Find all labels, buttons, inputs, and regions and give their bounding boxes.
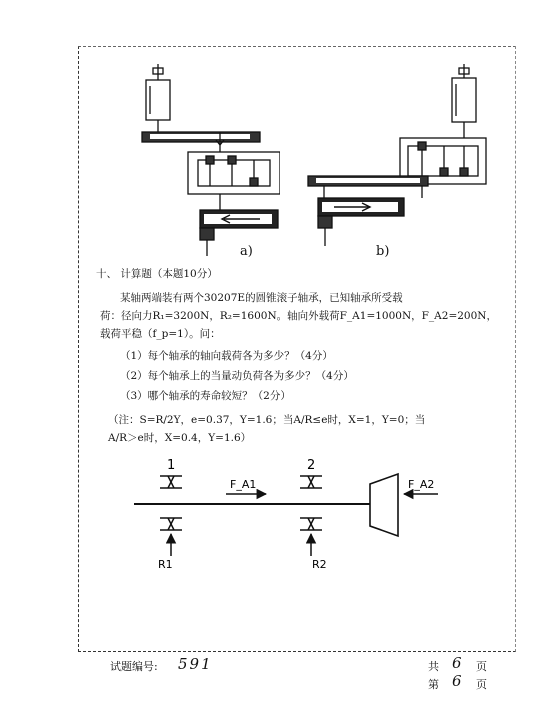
note-line-2: A/R＞e时，X=0.4，Y=1.6）	[108, 432, 252, 444]
bearing-1-lower-symbol	[160, 518, 182, 530]
question-2: （2）每个轴承上的当量动负荷各为多少？（4分）	[120, 370, 354, 382]
force-fa2-label: F_A2	[408, 478, 435, 491]
current-page-value: 6	[452, 672, 464, 690]
force-r2-label: R2	[312, 558, 327, 571]
question-3: （3）哪个轴承的寿命较短？（2分）	[120, 390, 291, 402]
bearing-1-upper-symbol	[160, 476, 182, 488]
figure-b-label: b)	[376, 244, 390, 259]
force-fa1-label: F_A1	[230, 478, 257, 491]
sheet-number-value: 591	[178, 655, 213, 673]
intro-line-3: 载荷平稳（f_p=1）。问：	[100, 328, 221, 340]
page-unit-1: 页	[476, 660, 487, 673]
bearing-2-label: 2	[307, 458, 316, 473]
current-page-label: 第	[428, 678, 439, 691]
bearing-2-upper-symbol	[300, 476, 322, 488]
intro-line-2: 荷：径向力R₁=3200N，R₂=1600N。轴向外载荷F_A1=1000N，F_A2=200N，	[100, 310, 497, 322]
bevel-gear-shape	[370, 474, 398, 536]
sheet-number-label: 试题编号:	[110, 660, 158, 673]
transmission-figure-b	[300, 60, 490, 260]
question-1: （1）每个轴承的轴向载荷各为多少？（4分）	[120, 350, 333, 362]
transmission-figure-a	[120, 60, 280, 260]
total-pages-label: 共	[428, 660, 439, 673]
bearing-2-lower-symbol	[300, 518, 322, 530]
section-heading: 十、 计算题（本题10分）	[96, 268, 218, 280]
figure-a-label: a)	[240, 244, 253, 259]
note-line-1: （注：S=R/2Y，e=0.37，Y=1.6；当A/R≤e时，X=1，Y=0；当	[108, 414, 426, 426]
page-unit-2: 页	[476, 678, 487, 691]
total-pages-value: 6	[452, 654, 464, 672]
bearing-shaft-diagram	[120, 452, 450, 582]
intro-line-1: 某轴两端装有两个30207E的圆锥滚子轴承，已知轴承所受载	[120, 292, 403, 304]
force-r1-label: R1	[158, 558, 173, 571]
bearing-1-label: 1	[167, 458, 176, 473]
